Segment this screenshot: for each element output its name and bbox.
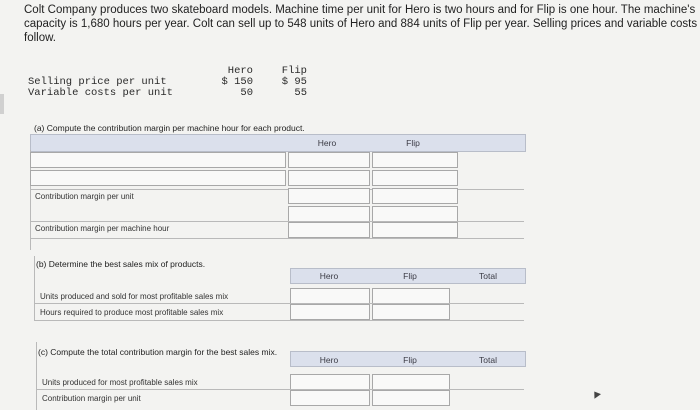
part-a-hero-input-3[interactable] — [288, 206, 370, 222]
part-a-flip-input-3[interactable] — [372, 206, 458, 222]
part-a-hero-input-2[interactable] — [288, 170, 370, 186]
part-c-row-units: Units produced for most profitable sales mix — [42, 378, 198, 387]
part-a-title: (a) Compute the contribution margin per machine hour for each product. — [34, 123, 305, 133]
divider — [34, 303, 524, 304]
part-b-flip-units-input[interactable] — [372, 288, 450, 304]
given-col-flip: Flip — [281, 65, 307, 77]
left-margin-marker — [0, 94, 4, 114]
problem-statement: Colt Company produces two skateboard models. Machine time per unit for Hero is two hours and for Flip is one hour. The machine's capacity is 1,680 hours per year. Colt can sell up to 548 units of Hero and 884 units of Flip per year. Selling prices and variable costs follow. — [24, 4, 698, 44]
part-a-col-hero: Hero — [317, 138, 337, 148]
part-c-left-border — [36, 342, 37, 410]
given-row-label: Selling price per unit — [28, 76, 167, 88]
part-c-title: (c) Compute the total contribution margin for the best sales mix. — [38, 347, 278, 357]
part-a-flip-cm-unit-input[interactable] — [372, 188, 458, 204]
given-col-hero: Hero — [227, 65, 253, 77]
part-c-hero-cm-input[interactable] — [290, 390, 370, 406]
part-b-row-units: Units produced and sold for most profitable sales mix — [40, 292, 229, 301]
part-c-flip-units-input[interactable] — [372, 374, 450, 390]
divider — [36, 389, 524, 390]
part-a-flip-cm-hour-input[interactable] — [372, 222, 458, 238]
divider — [30, 238, 524, 239]
given-hero-value: 50 — [240, 87, 253, 99]
part-a-hero-cm-unit-input[interactable] — [288, 188, 370, 204]
part-a-label-input-1[interactable] — [30, 152, 286, 168]
part-c-hero-units-input[interactable] — [290, 374, 370, 390]
part-b-title: (b) Determine the best sales mix of products. — [36, 259, 206, 269]
part-b-hero-units-input[interactable] — [290, 288, 370, 304]
part-c-col-flip: Flip — [403, 355, 417, 365]
part-b-col-flip: Flip — [403, 271, 417, 281]
part-c-row-cm-unit: Contribution margin per unit — [42, 394, 141, 403]
given-hero-value: $ 150 — [221, 76, 253, 88]
given-flip-value: $ 95 — [281, 76, 307, 88]
part-b-hero-hours-input[interactable] — [290, 304, 370, 320]
part-a-flip-input-2[interactable] — [372, 170, 458, 186]
part-b-col-hero: Hero — [319, 271, 339, 281]
part-a-hero-cm-hour-input[interactable] — [288, 222, 370, 238]
part-c-col-total: Total — [479, 355, 497, 365]
mouse-cursor-icon — [591, 389, 601, 399]
part-a-row-cm-unit: Contribution margin per unit — [35, 192, 134, 201]
part-a-hero-input-1[interactable] — [288, 152, 370, 168]
part-b-row-hours: Hours required to produce most profitable sales mix — [40, 308, 224, 317]
part-c-col-hero: Hero — [319, 355, 339, 365]
part-a-row-cm-hour: Contribution margin per machine hour — [35, 224, 170, 233]
given-flip-value: 55 — [294, 87, 307, 99]
part-b-flip-hours-input[interactable] — [372, 304, 450, 320]
part-c-flip-cm-input[interactable] — [372, 390, 450, 406]
divider — [34, 320, 524, 321]
part-b-left-border — [34, 256, 35, 320]
part-a-col-flip: Flip — [406, 138, 420, 148]
part-a-label-input-2[interactable] — [30, 170, 286, 186]
given-row-label: Variable costs per unit — [28, 87, 173, 99]
part-b-col-total: Total — [479, 271, 497, 281]
given-data-table — [28, 66, 307, 99]
part-a-flip-input-1[interactable] — [372, 152, 458, 168]
part-a-header-band — [30, 134, 526, 152]
